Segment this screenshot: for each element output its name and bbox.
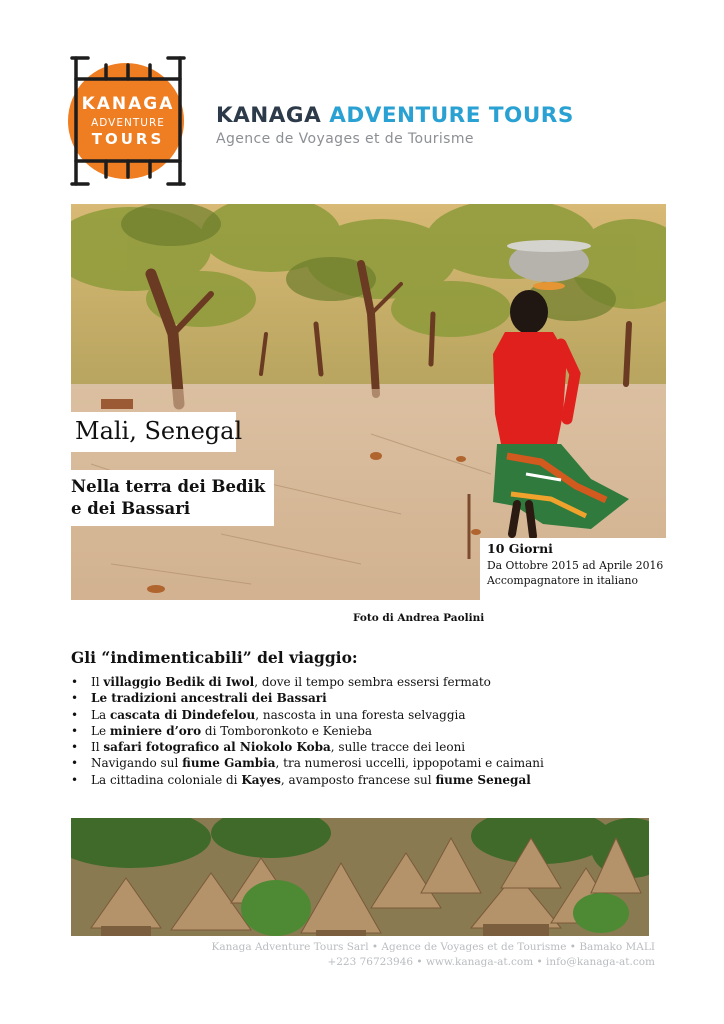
- logo-line-3: TOURS: [91, 130, 165, 148]
- list-item: • La cittadina coloniale di Kayes, avamposto francese sul fiume Senegal: [71, 772, 544, 788]
- list-item: • Il safari fotografico al Niokolo Koba, sulle tracce dei leoni: [71, 739, 544, 755]
- trip-info-panel: [480, 538, 666, 600]
- footer: [212, 940, 656, 970]
- trip-title: Mali, Senegal: [75, 417, 243, 445]
- brand-tagline: Agence de Voyages et de Tourisme: [216, 130, 474, 147]
- subtitle-panel: [71, 470, 274, 526]
- village-photo: [71, 818, 649, 936]
- logo-line-1: KANAGA: [81, 94, 175, 114]
- brand-name-part2: ADVENTURE TOURS: [329, 103, 574, 128]
- trip-subtitle-line-1: Nella terra dei Bedik: [71, 477, 266, 496]
- footer-company-line: Kanaga Adventure Tours Sarl • Agence de Voyages et de Tourisme • Bamako MALI: [211, 941, 655, 953]
- highlights-list: [71, 674, 544, 788]
- list-item: • Le miniere d’oro di Tomboronkoto e Kenieba: [71, 723, 544, 739]
- trip-period: Da Ottobre 2015 ad Aprile 2016: [487, 559, 664, 572]
- logo-line-2: ADVENTURE: [91, 117, 165, 129]
- photo-credit: Foto di Andrea Paolini: [353, 612, 485, 624]
- footer-contact-line: +223 76723946 • www.kanaga-at.com • info@kanaga-at.com: [327, 956, 655, 968]
- company-logo: [68, 55, 188, 187]
- brand-name: [216, 105, 574, 127]
- list-item: • La cascata di Dindefelou, nascosta in una foresta selvaggia: [71, 707, 544, 723]
- list-item: • Il villaggio Bedik di Iwol, dove il tempo sembra essersi fermato: [71, 674, 544, 690]
- brand-name-part1: KANAGA: [216, 103, 322, 128]
- trip-guide: Accompagnatore in italiano: [487, 574, 638, 587]
- title-panel: [71, 412, 243, 452]
- trip-subtitle-line-2: e dei Bassari: [71, 499, 191, 518]
- list-item: • Navigando sul fiume Gambia, tra numerosi uccelli, ippopotami e caimani: [71, 755, 544, 771]
- highlights-heading: Gli “indimenticabili” del viaggio:: [71, 648, 358, 667]
- brand-header: [216, 105, 574, 147]
- trip-duration: 10 Giorni: [487, 541, 553, 556]
- list-item: • Le tradizioni ancestrali dei Bassari: [71, 690, 544, 706]
